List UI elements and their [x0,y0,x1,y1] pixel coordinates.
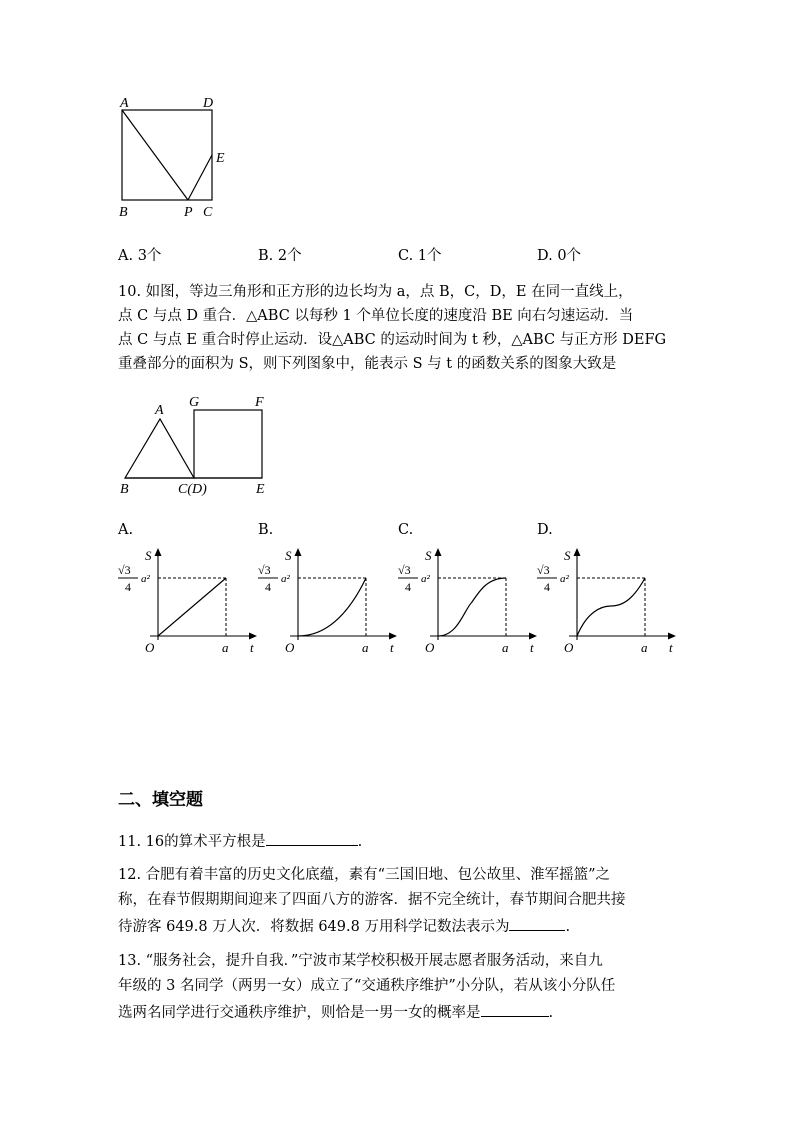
q9-choice-c: C. 1个 [398,248,442,264]
q10-line-3: 点 C 与点 E 重合时停止运动．设△ABC 的运动时间为 t 秒，△ABC 与正方形 DEFG [118,332,667,348]
label-a: A [155,403,164,418]
q12-line-1: 12. 合肥有着丰富的历史文化底蕴，素有“三国旧地、包公故里、淮军摇篮”之 [118,867,610,883]
y-label: S [564,548,571,563]
q9-figure [112,92,242,222]
section-title: 二、填空题 [118,790,203,810]
y-tick-den: 4 [125,580,131,594]
label-c: C [203,205,213,220]
q10-line-4: 重叠部分的面积为 S，则下列图象中，能表示 S 与 t 的函数关系的图象大致是 [118,356,617,372]
q12-line-2: 称，在春节假期期间迎来了四面八方的游客．据不完全统计，春节期间合肥共接 [118,892,626,908]
y-tick-den: 4 [265,580,271,594]
x-label: t [530,640,534,655]
graph-option-a: A. [118,522,134,538]
graph-d [531,540,681,660]
y-label: S [285,548,292,563]
q12-answer-blank[interactable] [509,916,565,931]
y-tick-var: a² [281,573,290,585]
origin-label: O [564,640,574,655]
triangle-abc [125,419,194,478]
curve-concave-up [298,578,366,636]
y-axis-arrow [435,548,442,556]
q9-choice-d: D. 0个 [537,248,582,264]
y-tick-var: a² [421,573,430,585]
q11-end: . [357,834,363,850]
q11-answer-blank[interactable] [266,831,358,846]
label-a: A [120,96,129,111]
label-p: P [184,205,193,220]
x-tick-a: a [362,640,369,655]
q13-line-3-row [118,1002,553,1022]
q10-figure [112,390,282,500]
label-cd: C(D) [178,482,207,497]
y-tick-num: √3 [398,563,411,577]
label-e: E [256,482,265,497]
q13-line-2: 年级的 3 名同学（两男一女）成立了“交通秩序维护”小分队，若从该小分队任 [118,978,616,994]
x-label: t [669,640,673,655]
y-tick-den: 4 [405,580,411,594]
q12-line-3-row [118,916,570,936]
label-d: D [203,96,214,111]
q11-text: 11. 16的算术平方根是 [118,834,266,850]
graph-a [112,540,262,660]
label-b: B [119,205,128,220]
y-tick-var: a² [141,573,150,585]
y-tick-var: a² [560,573,569,585]
graph-option-c: C. [398,522,414,538]
q10-line-1: 10. 如图，等边三角形和正方形的边长均为 a，点 B，C，D，E 在同一直线上， [118,284,633,300]
q13-end: . [548,1005,554,1021]
x-tick-a: a [502,640,509,655]
y-label: S [145,548,152,563]
y-tick-num: √3 [118,563,131,577]
q10-line-2: 点 C 与点 D 重合．△ABC 以每秒 1 个单位长度的速度沿 BE 向右匀速运动．当 [118,308,634,324]
square-defg [194,410,262,478]
curve-s-shape [438,578,506,636]
q11-line [118,831,362,851]
segment-pe [188,155,212,200]
q9-choice-a: A. 3个 [118,248,162,264]
x-tick-a: a [641,640,648,655]
graph-c [392,540,542,660]
x-label: t [250,640,254,655]
label-e: E [216,151,225,166]
origin-label: O [145,640,155,655]
origin-label: O [425,640,435,655]
y-tick-num: √3 [258,563,271,577]
label-f: F [255,395,264,410]
label-g: G [189,395,200,410]
y-axis-arrow [155,548,162,556]
x-tick-a: a [222,640,229,655]
y-axis-arrow [295,548,302,556]
q13-line-1: 13. “服务社会，提升自我．”宁波市某学校积极开展志愿者服务活动，来自九 [118,953,603,969]
y-label: S [425,548,432,563]
segment-ap [122,110,188,200]
origin-label: O [285,640,295,655]
q13-line-3: 选两名同学进行交通秩序维护，则恰是一男一女的概率是 [118,1005,481,1021]
graph-option-b: B. [258,522,274,538]
graph-option-d: D. [537,522,553,538]
y-axis-arrow [574,548,581,556]
square-abcd [122,110,212,200]
label-b: B [120,482,129,497]
curve-inflection [577,578,645,636]
q9-choice-b: B. 2个 [258,248,302,264]
q13-answer-blank[interactable] [481,1002,549,1017]
q12-end: . [565,919,571,935]
y-tick-num: √3 [537,563,550,577]
y-tick-den: 4 [544,580,550,594]
curve-linear [158,578,226,636]
x-label: t [390,640,394,655]
graph-b [252,540,402,660]
q12-line-3: 待游客 649.8 万人次．将数据 649.8 万用科学记数法表示为 [118,919,510,935]
x-axis-arrow [668,633,676,640]
